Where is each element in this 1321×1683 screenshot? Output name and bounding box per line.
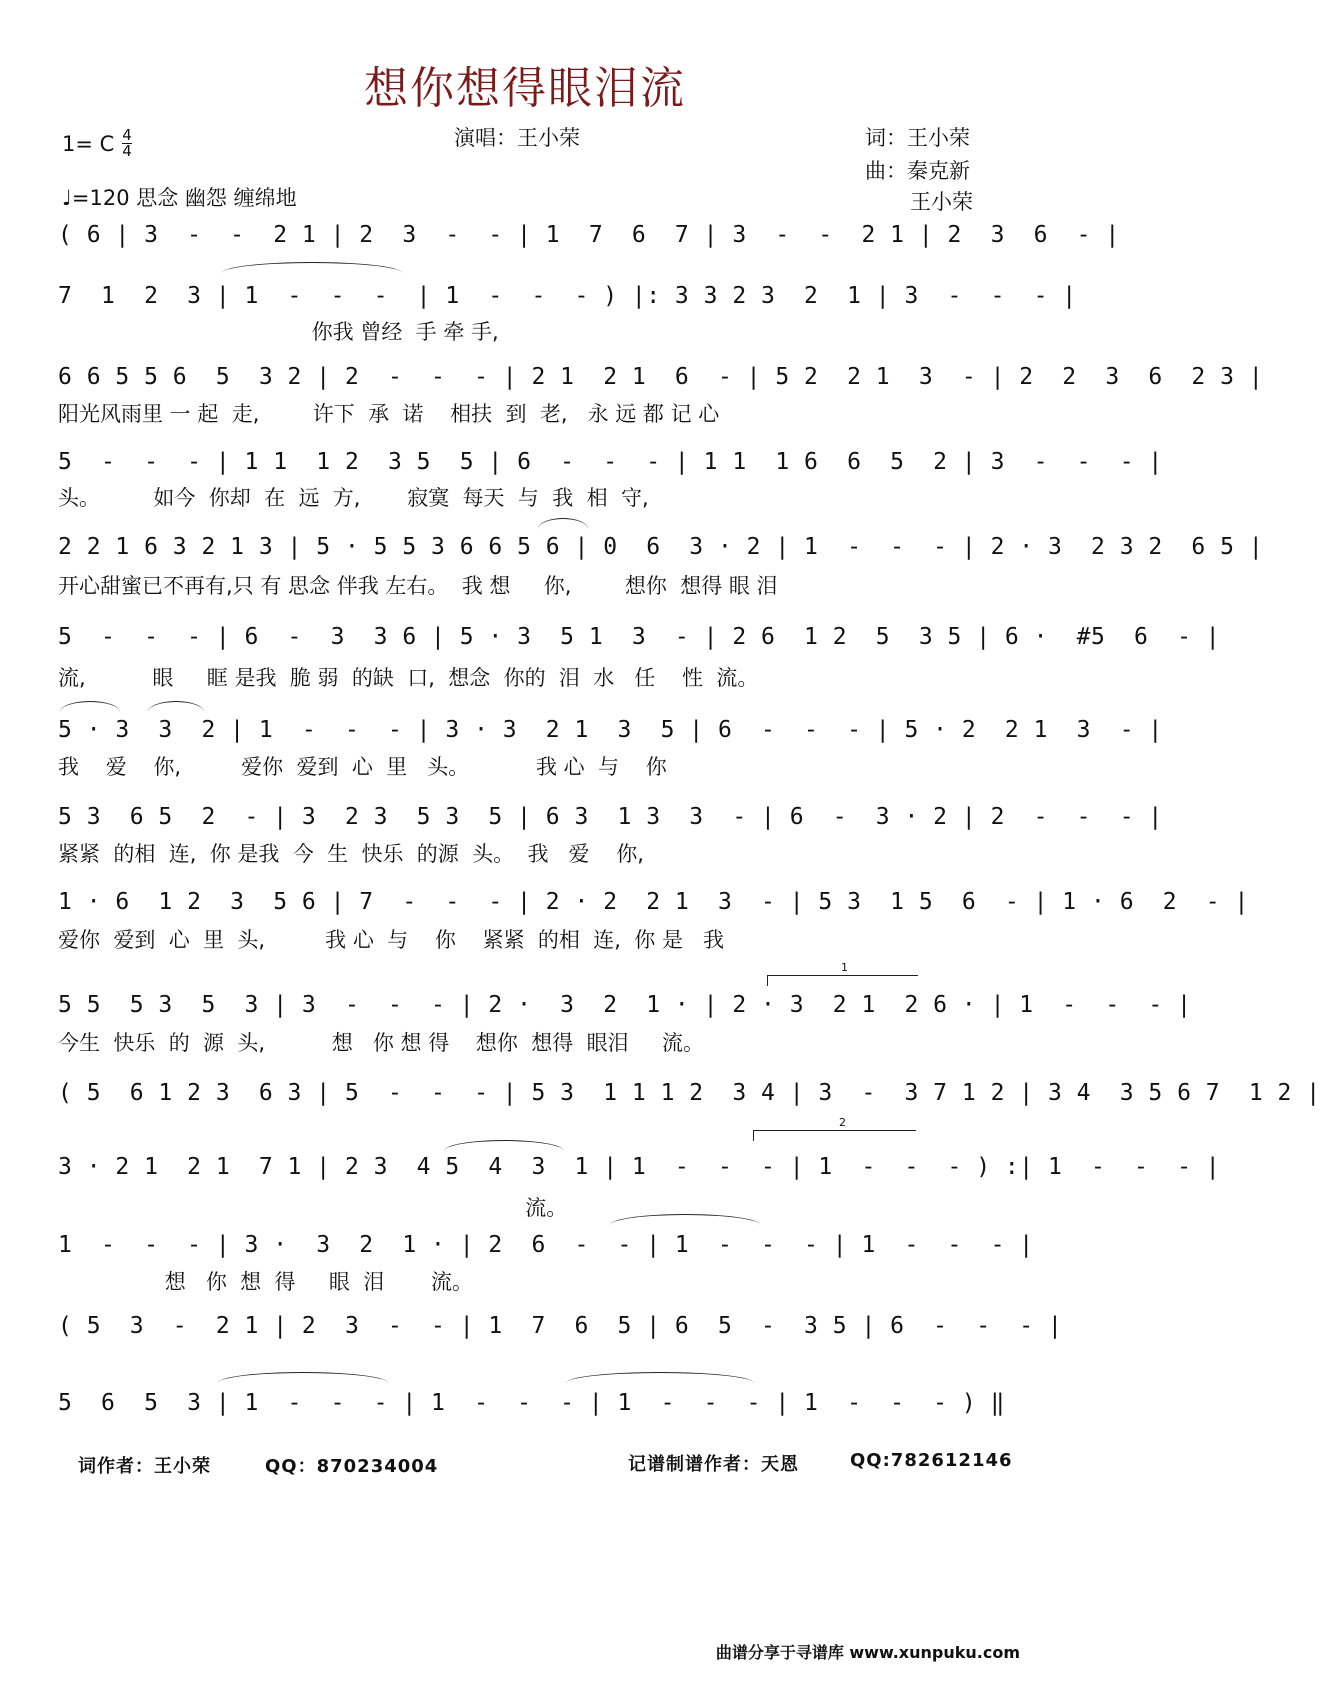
tie-arc xyxy=(566,1372,754,1383)
singer-credit: 演唱：王小荣 xyxy=(454,126,580,150)
score-system-10: 5 5 5 3 5 3 | 3 - - - | 2 · 3 2 1 · | 2 · 3 2 1 2 6 · | 1 - - - | xyxy=(58,992,1192,1018)
score-system-12: 3 · 2 1 2 1 7 1 | 2 3 4 5 4 3 1 | 1 - - - | 1 - - - ) :| 1 - - - | xyxy=(58,1154,1221,1180)
lyric-line-3: 阳光风雨里 一 起 走, 许下 承 诺 相扶 到 老, 永 远 都 记 心 xyxy=(58,402,720,426)
lyric-line-4: 头。 如今 你却 在 远 方, 寂寞 每天 与 我 相 守, xyxy=(58,486,649,510)
lyric-author-qq: QQ：870234004 xyxy=(265,1456,439,1477)
tie-arc xyxy=(444,1140,564,1151)
time-signature xyxy=(122,128,132,159)
score-system-7: 5 · 3 3 2 | 1 - - - | 3 · 3 2 1 3 5 | 6 - - - | 5 · 2 2 1 3 - | xyxy=(58,717,1163,743)
key-signature xyxy=(62,128,132,159)
score-system-2: 7 1 2 3 | 1 - - - | 1 - - - ) |: 3 3 2 3 2 1 | 3 - - - | xyxy=(58,283,1077,309)
time-sig-top: 4 xyxy=(122,126,132,144)
lyric-line-2: 你我 曾经 手 牵 手, xyxy=(58,320,499,344)
notator-qq: QQ:782612146 xyxy=(850,1450,1013,1471)
score-system-15: 5 6 5 3 | 1 - - - | 1 - - - | 1 - - - | 1 - - - ) ‖ xyxy=(58,1390,1005,1416)
lyric-line-5: 开心甜蜜已不再有,只 有 思念 伴我 左右。 我 想 你, 想你 想得 眼 泪 xyxy=(58,574,778,598)
score-system-9: 1 · 6 1 2 3 5 6 | 7 - - - | 2 · 2 2 1 3 - | 5 3 1 5 6 - | 1 · 6 2 - | xyxy=(58,889,1249,915)
tie-arc xyxy=(218,1372,388,1383)
composer-credit-2: 王小荣 xyxy=(910,190,973,214)
time-sig-bottom: 4 xyxy=(122,142,132,160)
lyric-line-9: 爱你 爱到 心 里 头, 我 心 与 你 紧紧 的相 连, 你 是 我 xyxy=(58,928,725,952)
lyricist-credit: 词：王小荣 xyxy=(865,126,970,150)
lyric-line-13: 想 你 想 得 眼 泪 流。 xyxy=(58,1270,473,1294)
score-system-6: 5 - - - | 6 - 3 3 6 | 5 · 3 5 1 3 - | 2 6 1 2 5 3 5 | 6 · #5 6 - | xyxy=(58,624,1221,650)
lyric-line-12: 流。 xyxy=(58,1196,568,1220)
site-watermark: 曲谱分享于寻谱库 www.xunpuku.com xyxy=(715,1643,1020,1662)
score-system-8: 5 3 6 5 2 - | 3 2 3 5 3 5 | 6 3 1 3 3 - | 6 - 3 · 2 | 2 - - - | xyxy=(58,804,1163,830)
notator-credit: 记谱制谱作者：天恩 xyxy=(628,1454,799,1475)
tie-arc xyxy=(222,262,402,273)
song-title: 想你想得眼泪流 xyxy=(364,63,686,114)
score-system-5: 2 2 1 6 3 2 1 3 | 5 · 5 5 3 6 6 5 6 | 0 6 3 · 2 | 1 - - - | 2 · 3 2 3 2 6 5 | xyxy=(58,534,1264,560)
score-system-13: 1 - - - | 3 · 3 2 1 · | 2 6 - - | 1 - - - | 1 - - - | xyxy=(58,1232,1034,1258)
lyric-line-6: 流, 眼 眶 是我 脆 弱 的缺 口, 想念 你的 泪 水 任 性 流。 xyxy=(58,666,759,690)
lyric-line-10: 今生 快乐 的 源 头, 想 你 想 得 想你 想得 眼泪 流。 xyxy=(58,1031,704,1055)
slur-arc xyxy=(148,701,204,712)
score-system-1: ( 6 | 3 - - 2 1 | 2 3 - - | 1 7 6 7 | 3 - - 2 1 | 2 3 6 - | xyxy=(58,222,1120,248)
lyric-line-8: 紧紧 的相 连, 你 是我 今 生 快乐 的源 头。 我 爱 你, xyxy=(58,842,644,866)
lyric-line-7: 我 爱 你, 爱你 爱到 心 里 头。 我 心 与 你 xyxy=(58,755,667,779)
first-ending-bracket: 1 xyxy=(767,975,918,986)
score-system-14: ( 5 3 - 2 1 | 2 3 - - | 1 7 6 5 | 6 5 - 3 5 | 6 - - - | xyxy=(58,1313,1063,1339)
score-system-11: ( 5 6 1 2 3 6 3 | 5 - - - | 5 3 1 1 1 2 3 4 | 3 - 3 7 1 2 | 3 4 3 5 6 7 1 2 | xyxy=(58,1080,1321,1106)
key-label: 1= C xyxy=(62,131,115,156)
tempo-marking: ♩=120 思念 幽怨 缠绵地 xyxy=(62,186,297,210)
lyric-author: 词作者：王小荣 xyxy=(78,1456,211,1477)
slur-arc xyxy=(538,518,588,529)
second-ending-bracket: 2 xyxy=(753,1130,916,1141)
composer-credit: 曲：秦克新 xyxy=(865,159,970,183)
slur-arc xyxy=(60,701,120,712)
score-system-4: 5 - - - | 1 1 1 2 3 5 5 | 6 - - - | 1 1 1 6 6 5 2 | 3 - - - | xyxy=(58,449,1163,475)
score-system-3: 6 6 5 5 6 5 3 2 | 2 - - - | 2 1 2 1 6 - | 5 2 2 1 3 - | 2 2 3 6 2 3 | xyxy=(58,364,1264,390)
